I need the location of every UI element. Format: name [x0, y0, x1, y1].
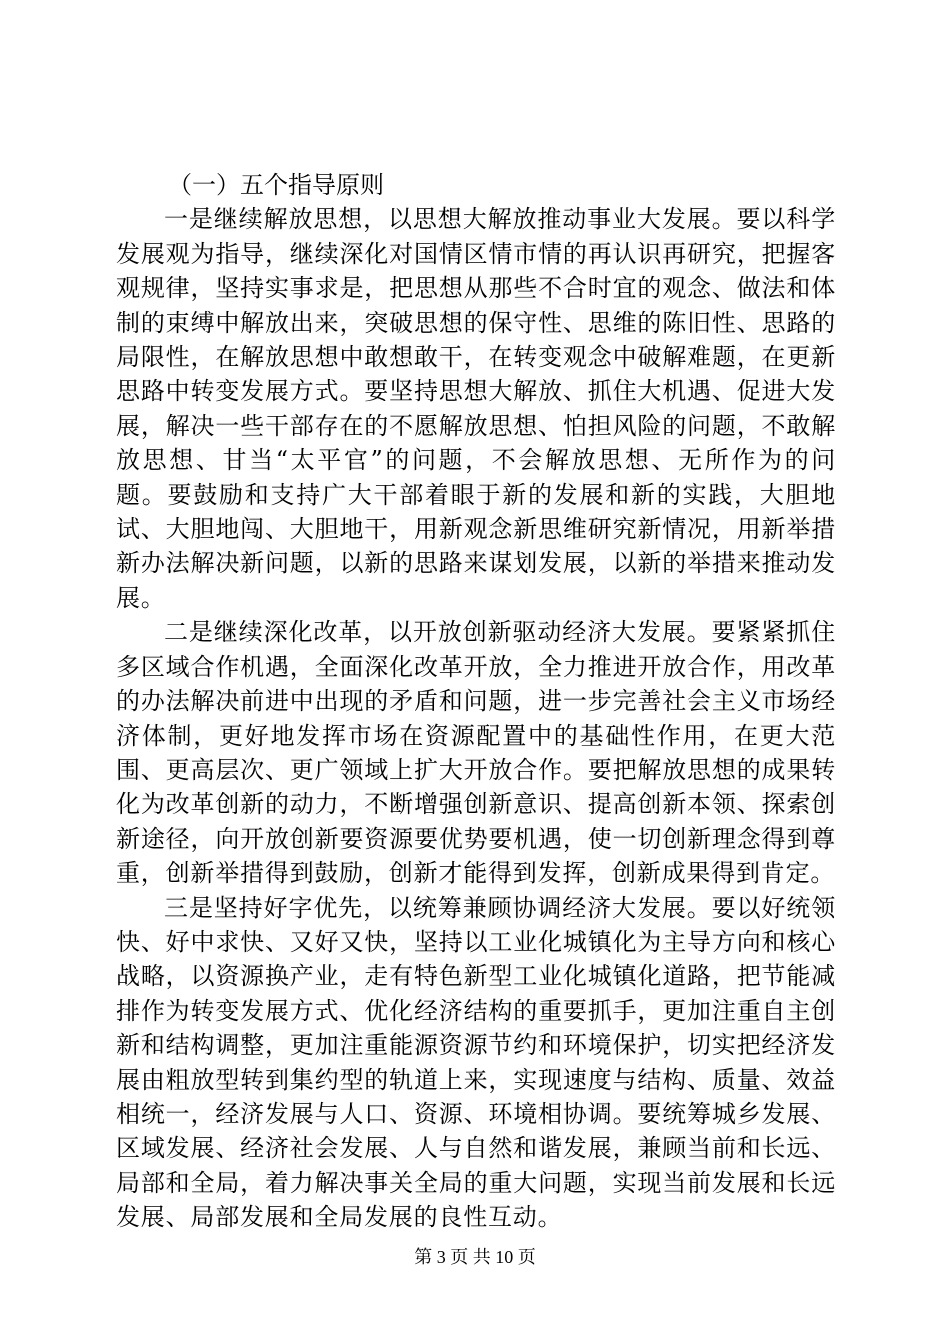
- section-heading: （一）五个指导原则: [168, 171, 384, 199]
- page-footer: 第 3 页 共 10 页: [414, 1247, 536, 1267]
- paragraph-1: 一是继续解放思想，以思想大解放推动事业大发展。要以科学发展观为指导，继续深化对国情区情市情的再认识再研究，把握客观规律，坚持实事求是，把思想从那些不合时宜的观念、做法和体制的束缚中解放出来，突破思想的保守性、思维的陈旧性、思路的局限性，在解放思想中敢想敢干，在转变观念中破解难题，在更新思路中转变发展方式。要坚持思想大解放、抓住大机遇、促进大发展，解决一些干部存在的不愿解放思想、怕担风险的问题，不敢解放思想、甘当“太平官”的问题，不会解放思想、无所作为的问题。要鼓励和支持广大干部着眼于新的发展和新的实践，大胆地试、大胆地闯、大胆地干，用新观念新思维研究新情况，用新举措新办法解决新问题，以新的思路来谋划发展，以新的举措来推动发展。: [116, 205, 836, 612]
- document-body: [116, 168, 836, 1235]
- paragraph-2: 二是继续深化改革，以开放创新驱动经济大发展。要紧紧抓住多区域合作机遇，全面深化改革开放，全力推进开放合作，用改革的办法解决前进中出现的矛盾和问题，进一步完善社会主义市场经济体制，更好地发挥市场在资源配置中的基础性作用，在更大范围、更高层次、更广领域上扩大开放合作。要把解放思想的成果转化为改革创新的动力，不断增强创新意识、提高创新本领、探索创新途径，向开放创新要资源要优势要机遇，使一切创新理念得到尊重，创新举措得到鼓励，创新才能得到发挥，创新成果得到肯定。: [116, 618, 836, 888]
- paragraph-3: 三是坚持好字优先，以统筹兼顾协调经济大发展。要以好统领快、好中求快、又好又快，坚持以工业化城镇化为主导方向和核心战略，以资源换产业，走有特色新型工业化城镇化道路，把节能减排作为转变发展方式、优化经济结构的重要抓手，更加注重自主创新和结构调整，更加注重能源资源节约和环境保护，切实把经济发展由粗放型转到集约型的轨道上来，实现速度与结构、质量、效益相统一，经济发展与人口、资源、环境相协调。要统筹城乡发展、区域发展、经济社会发展、人与自然和谐发展，兼顾当前和长远、局部和全局，着力解决事关全局的重大问题，实现当前发展和长远发展、局部发展和全局发展的良性互动。: [116, 893, 836, 1232]
